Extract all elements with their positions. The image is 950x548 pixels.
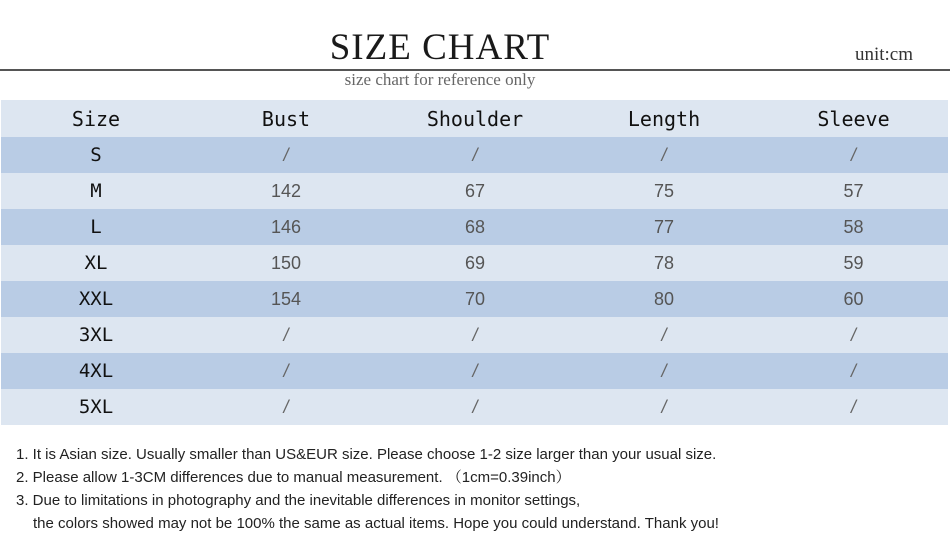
table-row (1, 317, 948, 353)
note-line: 3. Due to limitations in photography and the inevitable differences in monitor settings, (16, 492, 581, 509)
table-row (1, 137, 948, 173)
table-row (1, 209, 948, 245)
bust-cell: 146 (270, 216, 302, 237)
size-cell: M (90, 180, 102, 202)
size-table (1, 100, 948, 425)
bust-cell: / (283, 324, 289, 345)
shoulder-cell: / (472, 396, 478, 417)
length-cell: 75 (653, 180, 675, 201)
size-cell: S (90, 144, 102, 166)
length-cell: / (661, 360, 667, 381)
shoulder-cell: / (472, 324, 478, 345)
sleeve-cell: 59 (843, 252, 864, 273)
column-header-sleeve: Sleeve (817, 106, 890, 131)
bust-cell: / (283, 396, 289, 417)
note-line: the colors showed may not be 100% the same as actual items. Hope you could understand. Thank you! (33, 515, 719, 532)
note-line: 2. Please allow 1-3CM differences due to manual measurement. （1cm=0.39inch） (16, 469, 571, 486)
size-cell: 4XL (78, 360, 114, 382)
sleeve-cell: / (850, 396, 856, 417)
length-cell: / (661, 396, 667, 417)
bust-cell: 142 (270, 180, 302, 201)
column-header-bust: Bust (261, 106, 311, 131)
table-row (1, 173, 948, 209)
size-cell: L (90, 216, 102, 238)
shoulder-cell: 67 (464, 180, 486, 201)
table-row (1, 245, 948, 281)
bust-cell: / (283, 360, 289, 381)
column-header-size: Size (71, 106, 121, 131)
page-title: SIZE CHART (329, 27, 551, 68)
size-cell: 3XL (78, 324, 114, 346)
shoulder-cell: 70 (464, 288, 486, 309)
length-cell: 78 (653, 252, 675, 273)
shoulder-cell: 68 (464, 216, 486, 237)
length-cell: / (661, 324, 667, 345)
table-row (1, 281, 948, 317)
subtitle: size chart for reference only (344, 70, 536, 89)
sleeve-cell: / (850, 144, 856, 165)
sleeve-cell: 58 (843, 216, 864, 237)
shoulder-cell: / (472, 144, 478, 165)
notes-section (16, 443, 936, 535)
size-cell: XL (84, 252, 108, 274)
length-cell: / (661, 144, 667, 165)
length-cell: 77 (653, 216, 675, 237)
column-header-length: Length (627, 106, 701, 131)
size-cell: 5XL (78, 396, 114, 418)
sleeve-cell: / (850, 360, 856, 381)
table-row (1, 389, 948, 425)
sleeve-cell: 60 (843, 288, 864, 309)
table-row (1, 353, 948, 389)
bust-cell: 154 (270, 288, 302, 309)
length-cell: 80 (653, 288, 675, 309)
unit-label: unit:cm (854, 44, 913, 65)
bust-cell: 150 (270, 252, 302, 273)
shoulder-cell: 69 (464, 252, 486, 273)
bust-cell: / (283, 144, 289, 165)
size-cell: XXL (78, 288, 114, 310)
sleeve-cell: / (850, 324, 856, 345)
shoulder-cell: / (472, 360, 478, 381)
note-line: 1. It is Asian size. Usually smaller than US&EUR size. Please choose 1-2 size larger than your usual size. (16, 446, 717, 463)
table-header-row (1, 100, 948, 137)
column-header-shoulder: Shoulder (426, 106, 524, 131)
sleeve-cell: 57 (843, 180, 864, 201)
